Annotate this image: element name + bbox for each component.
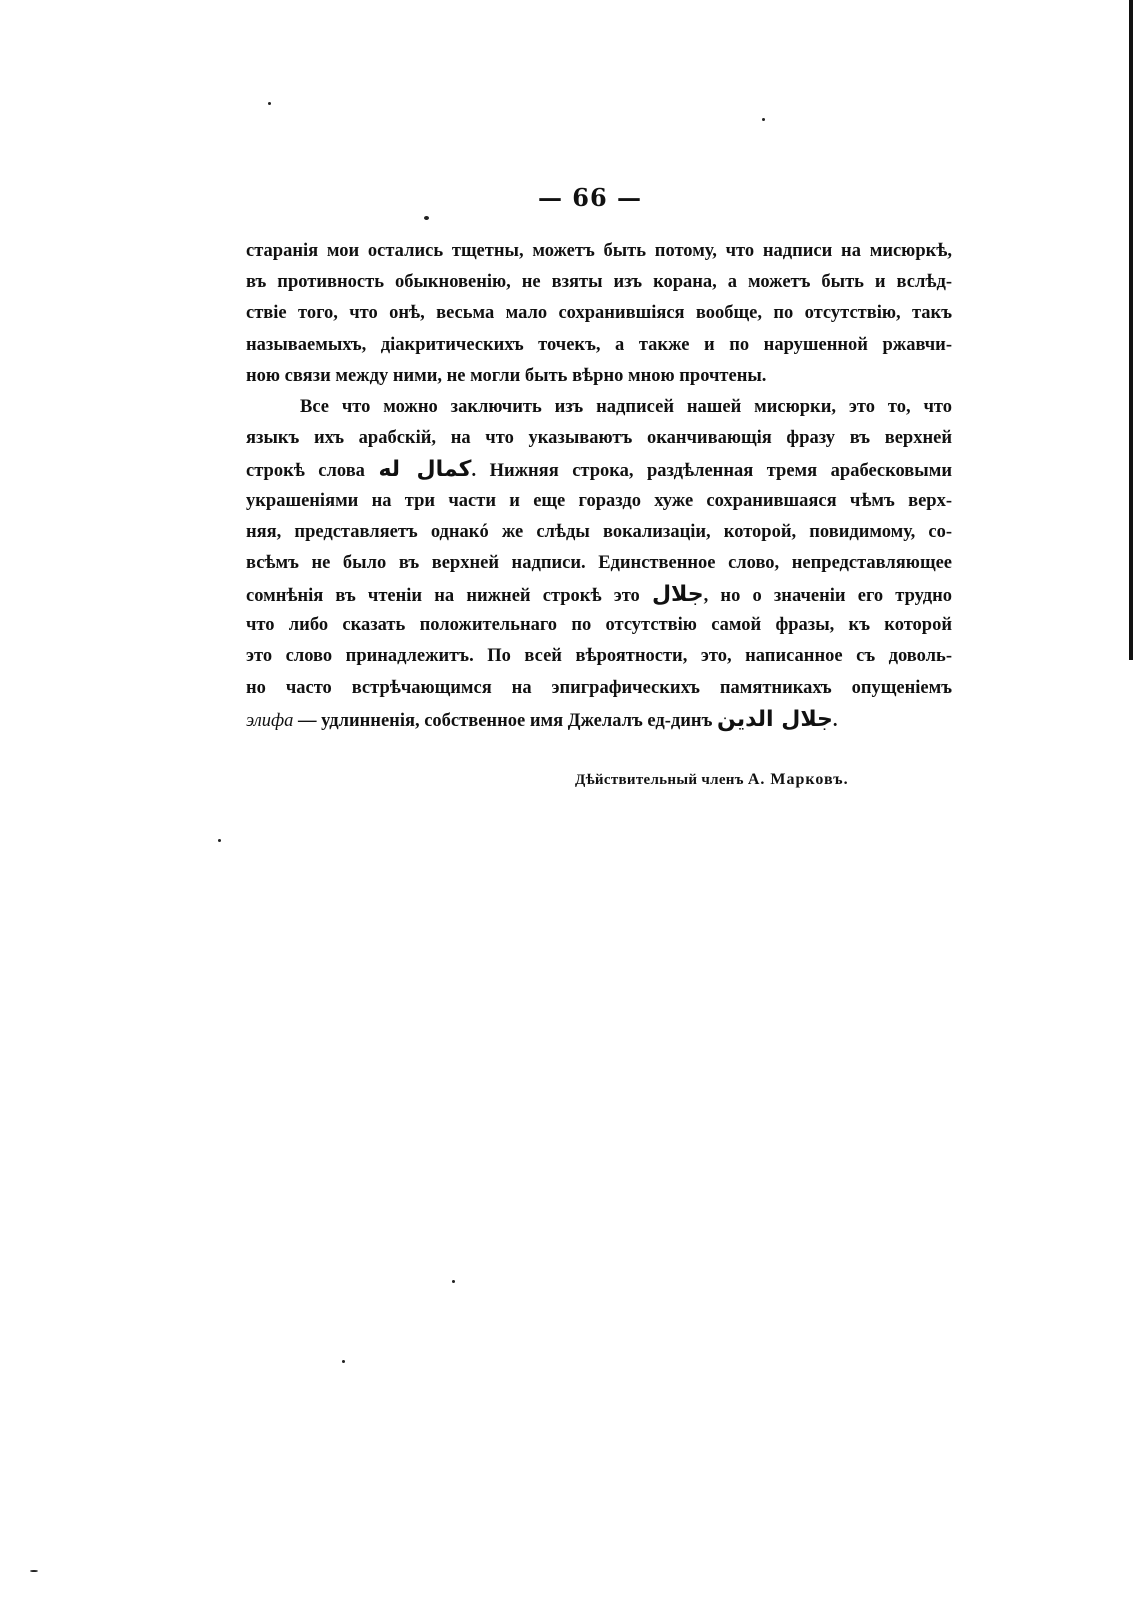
scan-speck — [762, 118, 765, 121]
paragraph-2 — [246, 392, 952, 735]
scan-edge — [1126, 0, 1140, 660]
body-text — [246, 236, 952, 735]
text-line — [246, 704, 952, 735]
signature-title: Дѣйствительный членъ — [575, 772, 744, 788]
arabic-name: جلال الدين — [717, 706, 833, 732]
text-line — [246, 454, 952, 485]
text-segment: . Нижняя строка, раздѣленная тремя арабесковыми — [471, 461, 952, 482]
text-line: въ противность обыкновенію, не взяты изъ корана, а можетъ быть и вслѣд- — [246, 272, 952, 293]
text-segment: строкѣ слова — [246, 461, 365, 482]
italic-term: элифа — [246, 710, 294, 731]
scan-speck — [452, 1280, 455, 1283]
text-line: называемыхъ, діакритическихъ точекъ, а также и по нарушенной ржавчи- — [246, 334, 952, 355]
text-line: но часто встрѣчающимся на эпиграфическихъ памятникахъ опущеніемъ — [246, 677, 952, 698]
paragraph-1 — [246, 236, 952, 392]
text-segment: — удлинненія, собственное имя Джелалъ ед-динъ — [293, 710, 718, 731]
text-line: что либо сказать положительнаго по отсутствію самой фразы, къ которой — [246, 615, 952, 636]
signature-name: А. Марковъ. — [747, 771, 849, 788]
text-line: Все что можно заключить изъ надписей нашей мисюрки, это то, что — [300, 396, 952, 417]
text-line: ною связи между ними, не могли быть вѣрно мною прочтены. — [246, 365, 767, 386]
text-line: старанія мои остались тщетны, можетъ быть потому, что надписи на мисюркѣ, — [246, 241, 952, 261]
text-segment: . — [832, 710, 838, 731]
scan-speck — [30, 1570, 38, 1572]
arabic-word: كمال له — [378, 457, 472, 483]
text-segment: сомнѣнія въ чтеніи на нижней строкѣ это — [246, 586, 640, 607]
text-line: языкъ ихъ арабскій, на что указываютъ оканчивающія фразу въ верхней — [246, 428, 952, 449]
text-segment: , но о значеніи его трудно — [703, 586, 952, 607]
text-line: няя, представляетъ однакó же слѣды вокализаціи, которой, повидимому, со- — [246, 521, 952, 542]
scan-speck — [424, 216, 429, 220]
text-line — [246, 579, 952, 610]
page-number: — 66 — — [537, 183, 643, 212]
text-line: украшеніями на три части и еще гораздо хуже сохранившаяся чѣмъ верх- — [246, 490, 952, 511]
text-line: всѣмъ не было въ верхней надписи. Единственное слово, непредставляющее — [246, 552, 952, 573]
arabic-word: جلال — [651, 582, 704, 608]
scan-speck — [268, 102, 271, 105]
text-line: ствіе того, что онѣ, весьма мало сохранившіяся вообще, по отсутствію, такъ — [246, 303, 952, 324]
scan-speck — [342, 1360, 345, 1363]
signature — [575, 771, 849, 789]
scan-speck — [218, 839, 221, 842]
text-line: это слово принадлежитъ. По всей вѣроятности, это, написанное съ доволь- — [246, 646, 952, 667]
